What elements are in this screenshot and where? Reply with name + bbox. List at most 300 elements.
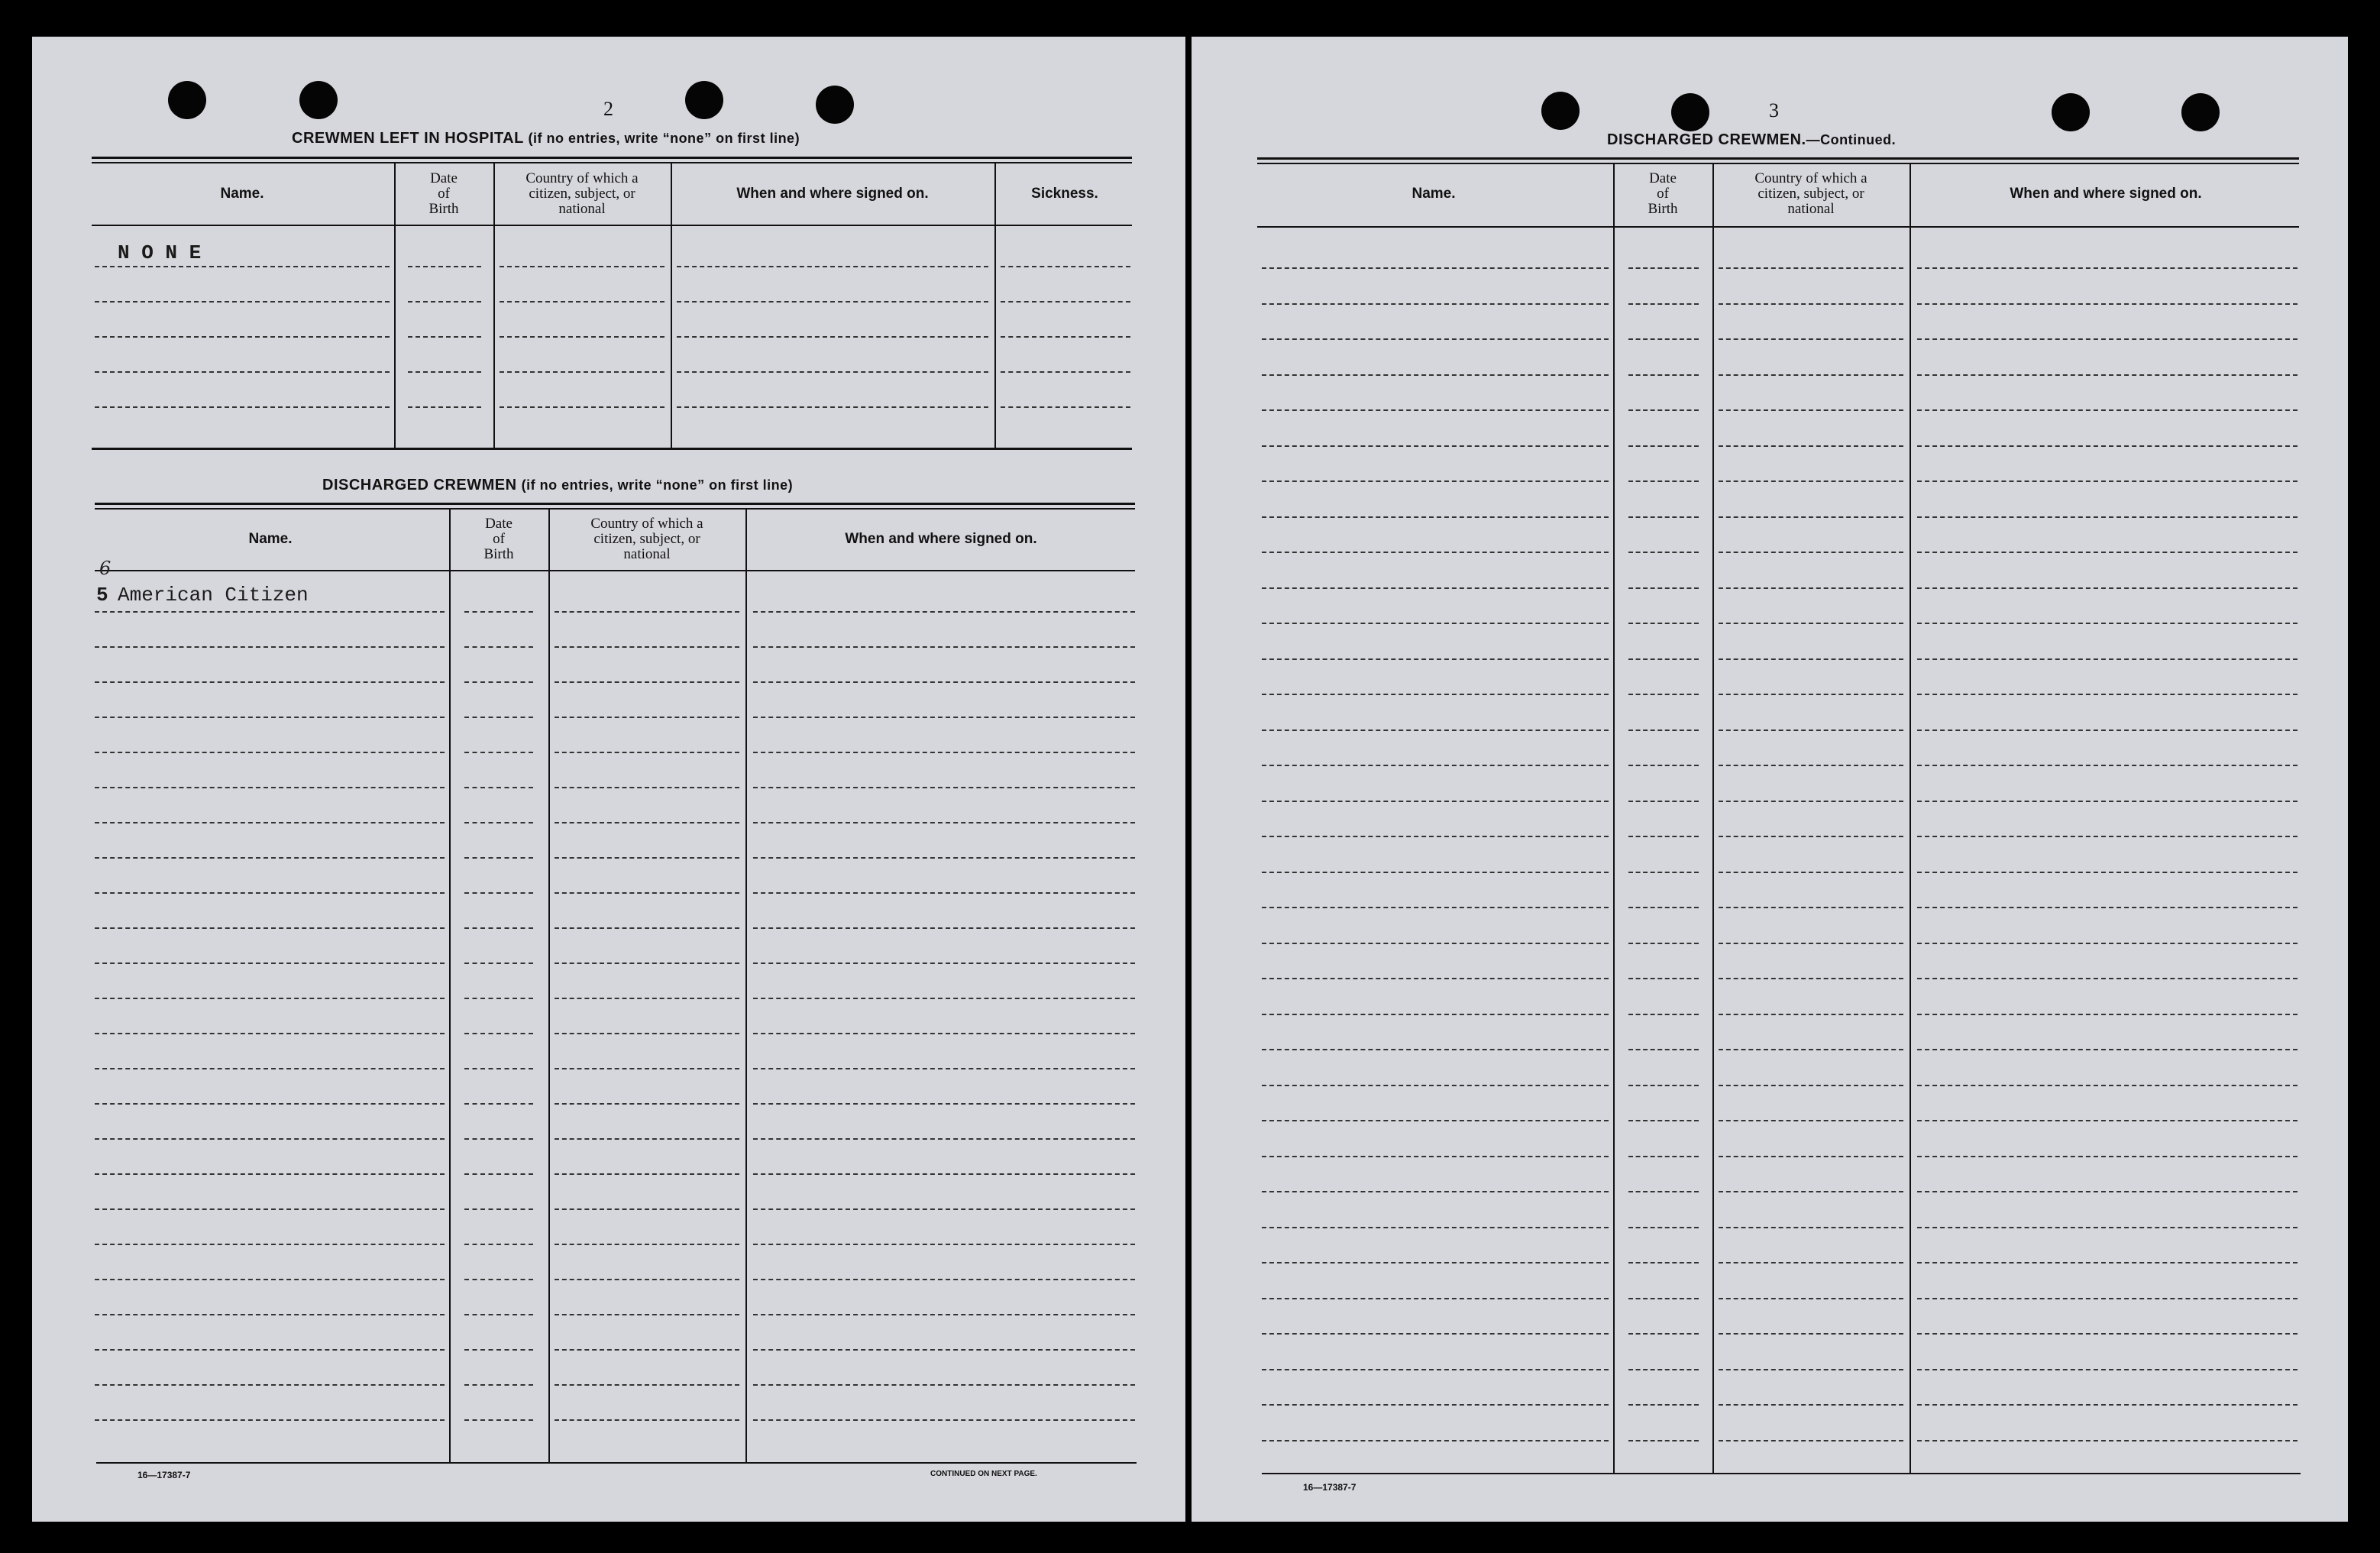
ruled-line [753,857,1135,859]
ruled-line [555,998,739,999]
ruled-line [464,646,533,648]
ruled-line [753,1349,1135,1351]
ruled-line [1262,374,1609,376]
ruled-line [753,998,1135,999]
ruled-line [95,717,445,718]
ruled-line [1628,1049,1699,1050]
ruled-line [1917,943,2298,944]
ruled-line [464,1173,533,1175]
ruled-line [1917,552,2298,553]
ruled-line [555,1208,739,1210]
punch-hole [299,81,338,119]
ruled-line [1719,1120,1903,1121]
ruled-line [1262,1191,1609,1192]
entry-number: 5 [96,584,108,607]
ruled-line [95,336,390,338]
ruled-line [464,787,533,788]
ruled-line [1262,658,1609,660]
ruled-line [95,927,445,929]
column-header-sickness: Sickness. [1031,186,1098,202]
ruled-line [555,717,739,718]
ruled-line [1917,1298,2298,1299]
ruled-line [1719,1156,1903,1157]
ruled-line [464,963,533,964]
ruled-line [95,1279,445,1280]
ruled-line [1719,409,1903,411]
hospital-entry: N O N E [118,241,202,264]
ruled-line [1719,801,1903,802]
column-header-date-of-birth: Date of Birth [428,170,459,217]
ruled-line [677,336,988,338]
ruled-line [95,406,390,408]
ruled-line [1917,694,2298,695]
ruled-line [1628,694,1699,695]
ruled-line [1628,801,1699,802]
ruled-line [753,646,1135,648]
ruled-line [1628,1298,1699,1299]
ruled-line [1719,623,1903,624]
ruled-line [1628,907,1699,908]
ruled-line [1262,338,1609,340]
ruled-line [753,1384,1135,1386]
ruled-line [1628,267,1699,269]
ruled-line [1628,1262,1699,1263]
ruled-line [464,1068,533,1069]
punch-hole [2052,93,2090,131]
ruled-line [753,611,1135,613]
rule [92,157,1132,159]
ruled-line [1262,1369,1609,1370]
rule [95,503,1135,505]
ruled-line [677,301,988,303]
ruled-line [1917,1369,2298,1370]
ruled-line [1262,1262,1609,1263]
continued-note: CONTINUED ON NEXT PAGE. [930,1470,1037,1478]
ruled-line [1628,978,1699,979]
ruled-line [1262,552,1609,553]
ruled-line [1719,1049,1903,1050]
ruled-line [464,1244,533,1245]
ruled-line [555,892,739,894]
ruled-line [555,1138,739,1140]
page-number: 3 [1769,99,1779,121]
ruled-line [1719,552,1903,553]
discharged-continued-title: DISCHARGED CREWMEN.—Continued. [1607,131,1897,148]
ruled-line [95,963,445,964]
ruled-line [1719,338,1903,340]
ruled-line [1262,730,1609,731]
ruled-line [555,752,739,753]
ruled-line [1628,1014,1699,1015]
left-page [32,37,1185,1522]
ruled-line [408,406,481,408]
ruled-line [753,752,1135,753]
ruled-line [1917,872,2298,873]
ruled-line [1917,480,2298,482]
ruled-line [1719,765,1903,766]
form-number: 16—17387-7 [137,1470,191,1480]
ruled-line [464,752,533,753]
ruled-line [95,611,445,613]
ruled-line [1628,1333,1699,1335]
ruled-line [1628,374,1699,376]
ruled-line [1262,445,1609,447]
ruled-line [95,822,445,823]
ruled-line [1262,1014,1609,1015]
ruled-line [1628,943,1699,944]
discharged-entry: American Citizen [118,584,309,607]
ruled-line [1262,303,1609,305]
ruled-line [464,1138,533,1140]
ruled-line [500,301,665,303]
ruled-line [555,927,739,929]
ruled-line [1719,587,1903,589]
ruled-line [1917,267,2298,269]
ruled-line [753,822,1135,823]
ruled-line [95,371,390,373]
ruled-line [1628,587,1699,589]
ruled-line [677,371,988,373]
ruled-line [1001,301,1130,303]
ruled-line [500,266,665,267]
ruled-line [677,266,988,267]
column-header-signed-on: When and where signed on. [845,531,1037,547]
ruled-line [95,681,445,683]
hospital-section-title: CREWMEN LEFT IN HOSPITAL (if no entries, write “none” on first line) [292,130,800,147]
ruled-line [1719,943,1903,944]
ruled-line [464,1384,533,1386]
ruled-line [555,681,739,683]
column-header-date-of-birth: Date of Birth [483,516,514,562]
ruled-line [1628,1191,1699,1192]
ruled-line [1719,1440,1903,1441]
ruled-line [1262,765,1609,766]
ruled-line [677,406,988,408]
ruled-line [1262,1440,1609,1441]
ruled-line [95,646,445,648]
ruled-line [500,336,665,338]
ruled-line [1917,1262,2298,1263]
ruled-line [1628,1440,1699,1441]
ruled-line [753,787,1135,788]
column-header-date-of-birth: Date of Birth [1648,170,1678,217]
ruled-line [95,752,445,753]
ruled-line [1628,409,1699,411]
ruled-line [464,1314,533,1315]
ruled-line [1917,658,2298,660]
rule [96,1462,1137,1464]
rule [95,508,1135,510]
ruled-line [1262,1156,1609,1157]
column-divider [1712,163,1714,1474]
ruled-line [1917,978,2298,979]
ruled-line [1917,907,2298,908]
ruled-line [464,717,533,718]
ruled-line [1719,836,1903,837]
punch-hole [1541,92,1580,130]
ruled-line [753,1033,1135,1034]
ruled-line [1628,765,1699,766]
ruled-line [95,787,445,788]
rule [1257,157,2299,160]
rule [92,162,1132,163]
ruled-line [464,681,533,683]
ruled-line [1262,1085,1609,1086]
ruled-line [1628,1404,1699,1406]
ruled-line [753,1314,1135,1315]
ruled-line [1917,1085,2298,1086]
column-divider [493,163,495,448]
ruled-line [1917,623,2298,624]
ruled-line [1628,303,1699,305]
ruled-line [555,1419,739,1421]
ruled-line [1719,1369,1903,1370]
right-page [1192,37,2348,1522]
ruled-line [1917,1014,2298,1015]
header-rule [92,225,1132,226]
ruled-line [1262,872,1609,873]
punch-hole [168,81,206,119]
ruled-line [464,927,533,929]
ruled-line [555,1349,739,1351]
ruled-line [555,857,739,859]
ruled-line [1719,1014,1903,1015]
ruled-line [753,1138,1135,1140]
column-divider [1909,163,1911,1474]
ruled-line [95,892,445,894]
ruled-line [753,927,1135,929]
column-header-country: Country of which a citizen, subject, or national [1754,170,1867,217]
ruled-line [95,1173,445,1175]
handwritten-number: 6 [99,558,112,579]
ruled-line [753,1173,1135,1175]
ruled-line [753,681,1135,683]
ruled-line [95,1419,445,1421]
page-number: 2 [603,98,613,120]
ruled-line [1917,1049,2298,1050]
ruled-line [1719,658,1903,660]
column-header-signed-on: When and where signed on. [736,186,929,202]
ruled-line [95,1033,445,1034]
ruled-line [753,1208,1135,1210]
punch-hole [1671,93,1709,131]
ruled-line [1262,801,1609,802]
ruled-line [1262,1049,1609,1050]
ruled-line [95,1314,445,1315]
ruled-line [1262,1404,1609,1406]
ruled-line [464,857,533,859]
ruled-line [1917,338,2298,340]
ruled-line [464,998,533,999]
ruled-line [95,1208,445,1210]
ruled-line [1628,658,1699,660]
ruled-line [95,1103,445,1105]
ruled-line [1719,1085,1903,1086]
ruled-line [1719,445,1903,447]
ruled-line [1262,480,1609,482]
punch-hole [685,81,723,119]
ruled-line [1917,374,2298,376]
ruled-line [1262,267,1609,269]
ruled-line [464,1103,533,1105]
ruled-line [95,301,390,303]
ruled-line [1628,1085,1699,1086]
ruled-line [95,1384,445,1386]
column-header-name: Name. [220,186,264,202]
ruled-line [1719,516,1903,518]
ruled-line [1917,409,2298,411]
ruled-line [1628,1120,1699,1121]
column-divider [449,509,451,1464]
rule [1257,163,2299,164]
ruled-line [555,1173,739,1175]
ruled-line [1917,1191,2298,1192]
ruled-line [1262,978,1609,979]
ruled-line [464,892,533,894]
ruled-line [753,892,1135,894]
ruled-line [1719,480,1903,482]
ruled-line [1719,303,1903,305]
ruled-line [1628,552,1699,553]
ruled-line [95,998,445,999]
ruled-line [555,611,739,613]
ruled-line [95,1068,445,1069]
ruled-line [1917,587,2298,589]
ruled-line [555,1314,739,1315]
ruled-line [1262,907,1609,908]
ruled-line [1628,730,1699,731]
ruled-line [753,1419,1135,1421]
ruled-line [1719,1227,1903,1228]
header-rule [1257,226,2299,228]
ruled-line [1719,1298,1903,1299]
ruled-line [1001,371,1130,373]
rule [1262,1473,2301,1474]
column-divider [548,509,550,1464]
ruled-line [1628,516,1699,518]
ruled-line [95,266,390,267]
ruled-line [555,1384,739,1386]
column-header-country: Country of which a citizen, subject, or national [590,516,703,562]
ruled-line [753,717,1135,718]
ruled-line [1917,730,2298,731]
ruled-line [1628,836,1699,837]
ruled-line [1917,516,2298,518]
ruled-line [464,1419,533,1421]
ruled-line [555,646,739,648]
column-divider [994,163,996,448]
ruled-line [1262,1227,1609,1228]
ruled-line [1719,694,1903,695]
ruled-line [753,963,1135,964]
column-header-name: Name. [1412,186,1456,202]
ruled-line [1628,623,1699,624]
ruled-line [408,336,481,338]
column-divider [745,509,747,1464]
ruled-line [753,1244,1135,1245]
ruled-line [1917,836,2298,837]
ruled-line [1719,1333,1903,1335]
ruled-line [1262,836,1609,837]
ruled-line [1917,445,2298,447]
ruled-line [464,1033,533,1034]
discharged-section-title: DISCHARGED CREWMEN (if no entries, write “none” on first line) [322,477,794,493]
ruled-line [1719,730,1903,731]
ruled-line [555,1244,739,1245]
ruled-line [1001,406,1130,408]
ruled-line [1262,623,1609,624]
ruled-line [1917,1440,2298,1441]
ruled-line [1628,1156,1699,1157]
ruled-line [1262,516,1609,518]
ruled-line [1719,1262,1903,1263]
ruled-line [555,1279,739,1280]
ruled-line [1628,872,1699,873]
form-number: 16—17387-7 [1303,1482,1357,1493]
ruled-line [1262,694,1609,695]
ruled-line [1628,1369,1699,1370]
header-rule [95,570,1135,571]
column-header-country: Country of which a citizen, subject, or national [525,170,639,217]
ruled-line [464,1279,533,1280]
punch-hole [816,86,854,124]
ruled-line [1917,1333,2298,1335]
ruled-line [555,822,739,823]
column-divider [1613,163,1615,1474]
ruled-line [555,1033,739,1034]
ruled-line [1262,409,1609,411]
ruled-line [95,1244,445,1245]
ruled-line [1917,801,2298,802]
ruled-line [555,963,739,964]
ruled-line [1628,1227,1699,1228]
ruled-line [1001,266,1130,267]
punch-hole [2181,93,2220,131]
ruled-line [95,1349,445,1351]
ruled-line [95,1138,445,1140]
column-divider [671,163,672,448]
ruled-line [1719,978,1903,979]
ruled-line [1628,338,1699,340]
ruled-line [500,371,665,373]
ruled-line [1262,1298,1609,1299]
ruled-line [1262,943,1609,944]
ruled-line [1719,1191,1903,1192]
ruled-line [555,1103,739,1105]
ruled-line [464,1208,533,1210]
ruled-line [1719,267,1903,269]
ruled-line [1917,1404,2298,1406]
ruled-line [1262,1120,1609,1121]
ruled-line [1917,303,2298,305]
ruled-line [408,371,481,373]
ruled-line [1262,587,1609,589]
rule [92,448,1132,450]
column-header-signed-on: When and where signed on. [2010,186,2202,202]
ruled-line [1719,907,1903,908]
ruled-line [1719,374,1903,376]
ruled-line [1628,445,1699,447]
ruled-line [464,1349,533,1351]
ruled-line [500,406,665,408]
ruled-line [753,1068,1135,1069]
ruled-line [464,611,533,613]
ruled-line [1628,480,1699,482]
ruled-line [1001,336,1130,338]
column-divider [394,163,396,448]
ruled-line [753,1279,1135,1280]
ruled-line [1917,1156,2298,1157]
